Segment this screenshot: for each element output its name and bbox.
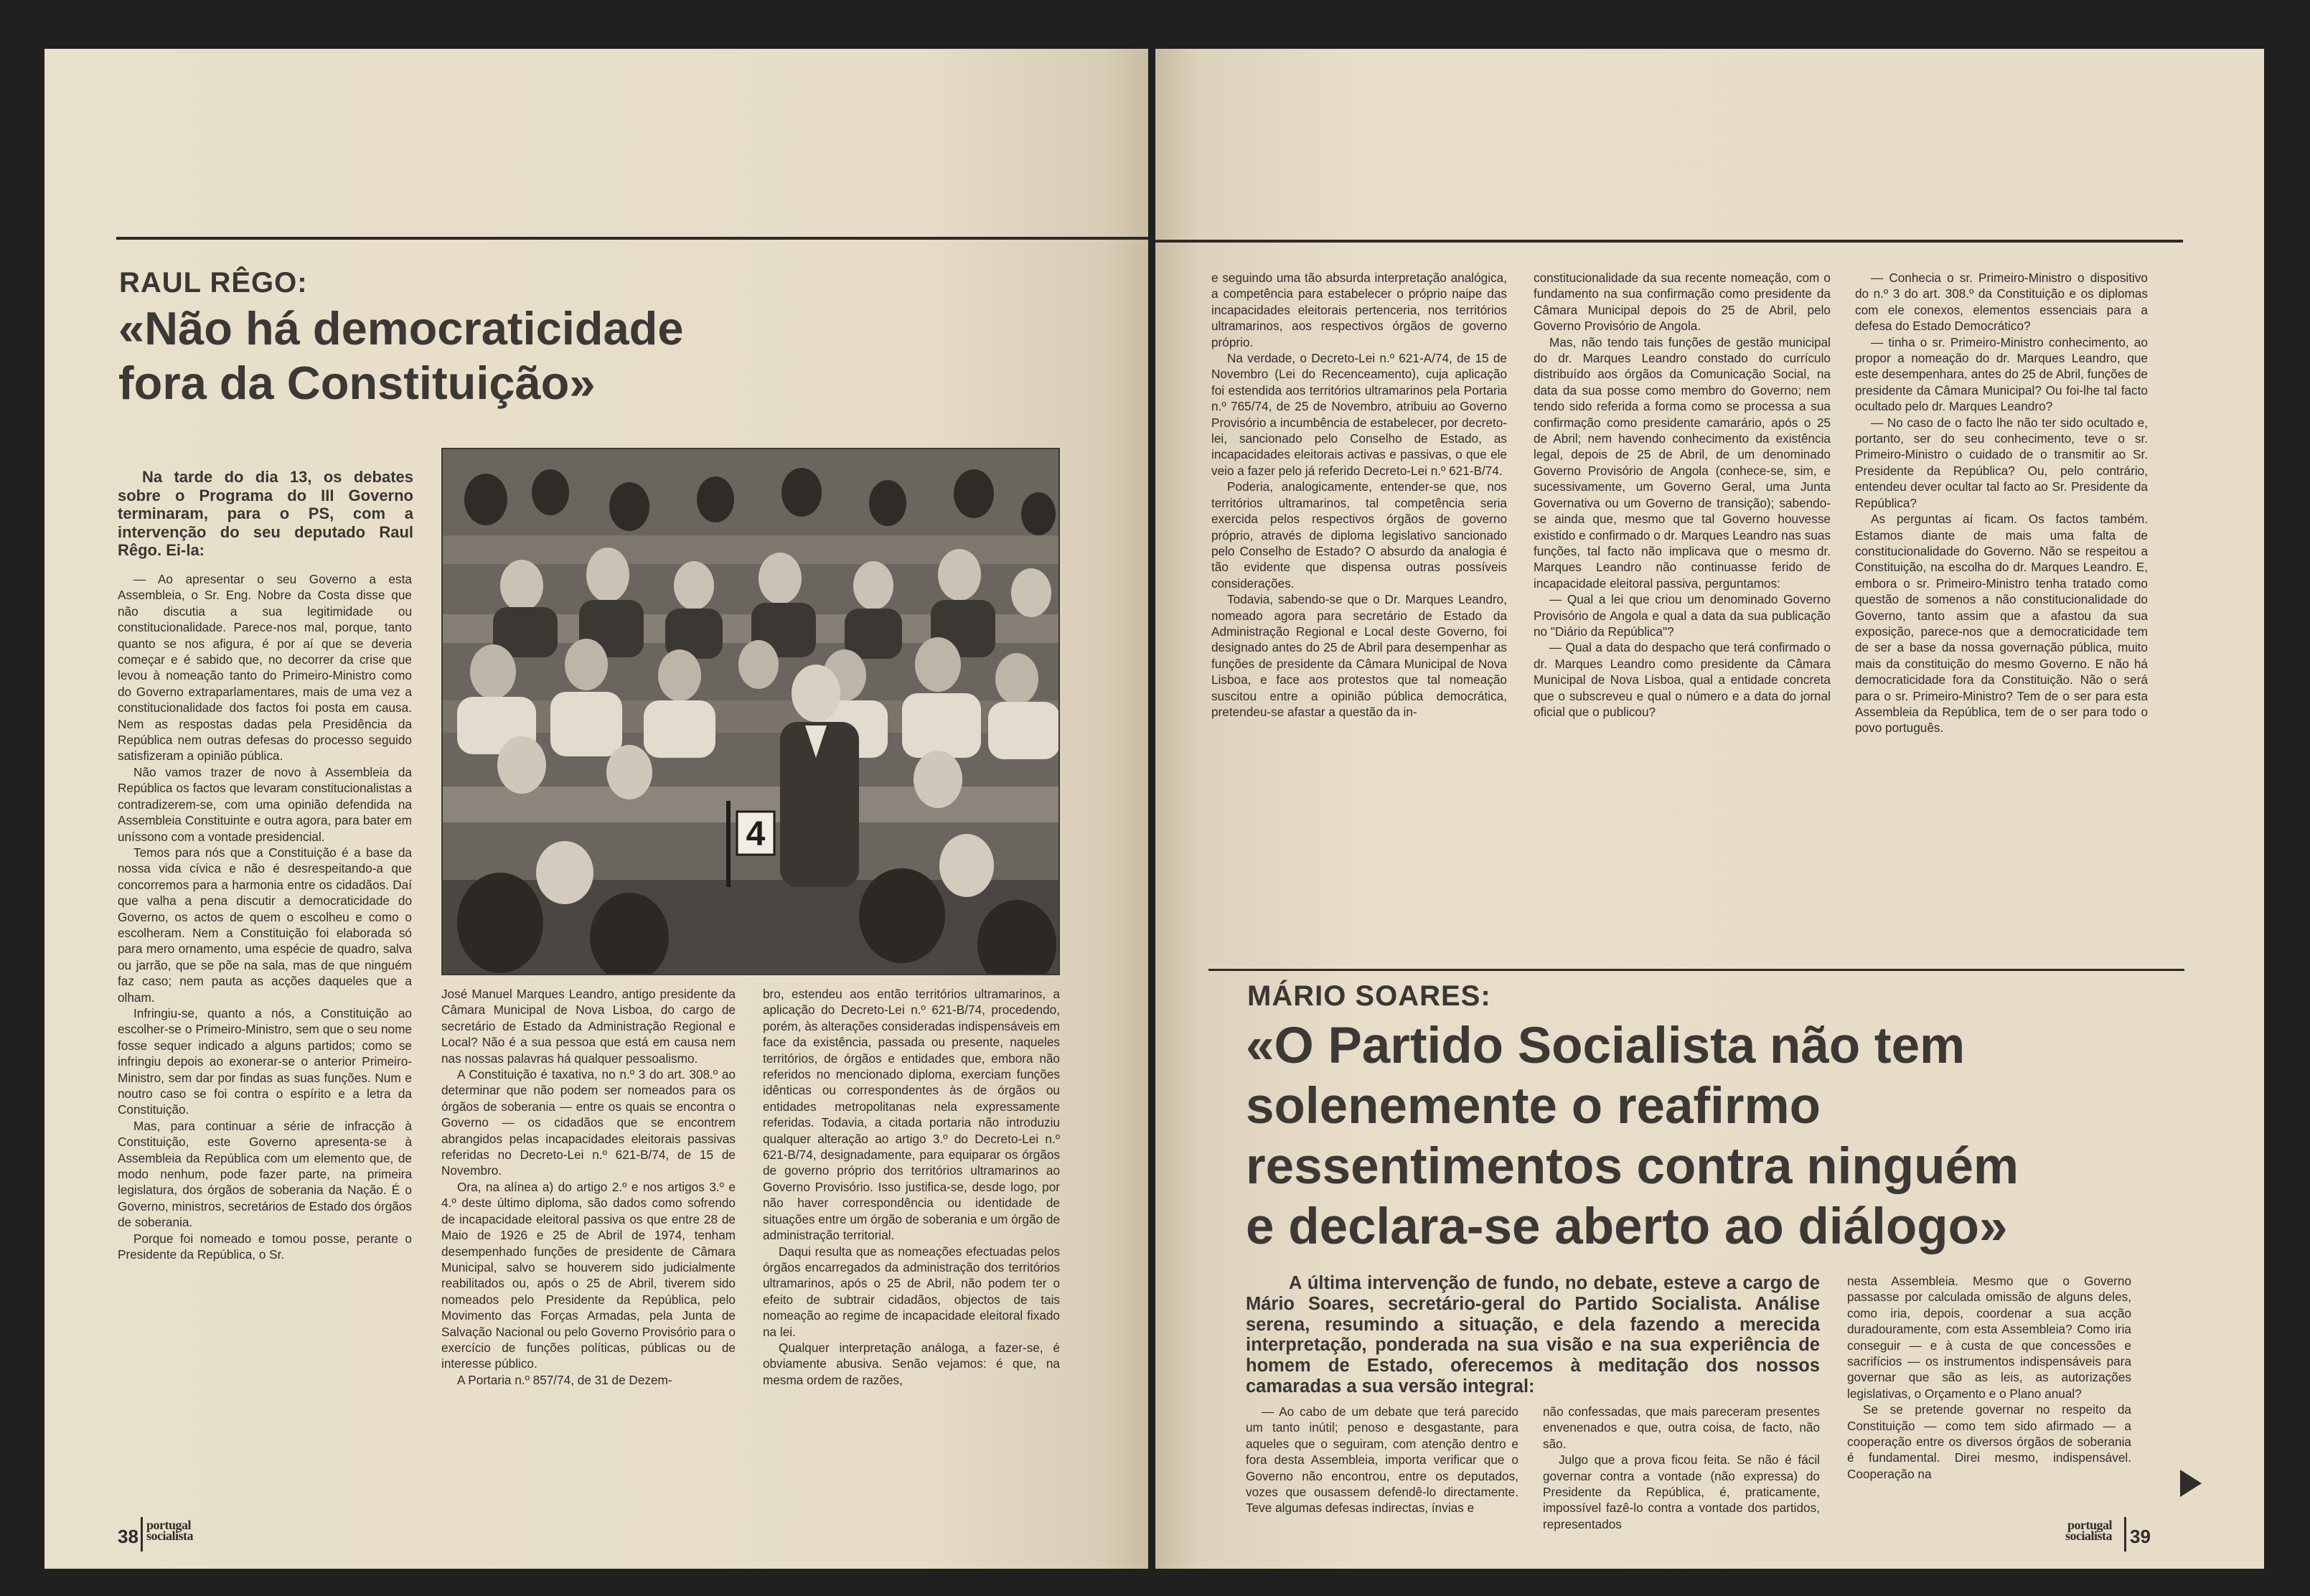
paragraph: José Manuel Marques Leandro, antigo presidente da Câmara Municipal de Nova Lisboa, do cargo de secretário de Estado da Administração Regional e Local? Não é a sua pessoa que está em causa nem nas nossas palavras há qualquer pessoalismo. xyxy=(441,987,736,1066)
paragraph: — Qual a lei que criou um denominado Governo Provisório de Angola e qual a data da sua publicação no "Diário da República"? xyxy=(1534,592,1831,639)
paragraph: Temos para nós que a Constituição é a base da nossa vida cívica e não é desrespeitando-a que concorremos para a harmonia entre os cidadãos. Daí que valha a pena discutir a democraticidade do Governo, os actos de quem o escolheu e como o escolheram. Nem a Constituição foi elaborada só para mero ornamento, uma espécie de quadro, salva ou jarrão, que se põe na sala, mas de que ninguém faz caso; nem pauta as acções daqueles que a olham. xyxy=(118,845,412,1005)
section-rule xyxy=(1208,969,2184,971)
article-headline xyxy=(1246,1016,2179,1257)
paragraph: Daqui resulta que as nomeações efectuadas pelos órgãos encarregados da administração dos territórios ultramarinos, após o 25 de Abril, não podem ter o efeito de subtrair cidadãos, objectos de tais nomeação ao regime de incapacidade eleitoral fixado na lei. xyxy=(763,1244,1060,1339)
intro-paragraph: Na tarde do dia 13, os debates sobre o Programa do III Governo terminaram, para o PS, com a intervenção do seu deputado Raul Rêgo. Ei-la: xyxy=(118,468,413,559)
top-rule xyxy=(1155,240,2183,243)
top-rule xyxy=(116,237,1148,240)
paragraph: — Qual a data do despacho que terá confirmado o dr. Marques Leandro como presidente da Câmara Municipal de Nova Lisboa, qual a entidade concreta que o subscreveu e qual o número e a data do jornal oficial que o publicou? xyxy=(1534,640,1831,719)
text-column-d xyxy=(1246,1404,1518,1516)
article-kicker: MÁRIO SOARES: xyxy=(1247,980,1491,1012)
paragraph: Porque foi nomeado e tomou posse, perante o Presidente da República, o Sr. xyxy=(118,1231,412,1262)
assembly-photo xyxy=(441,448,1060,975)
headline-line: «O Partido Socialista não tem xyxy=(1246,1018,1966,1074)
seat-number-sign: 4 xyxy=(746,815,766,853)
text-column-b xyxy=(1534,270,1831,720)
article-intro xyxy=(118,468,413,560)
article-kicker: RAUL RÊGO: xyxy=(119,267,308,299)
text-column-a xyxy=(1211,270,1507,720)
paragraph: — Conhecia o sr. Primeiro-Ministro o dispositivo do n.º 3 do art. 308.º da Constituição e os diplomas com ele conexos, elementos essenciais para a defesa do Estado Democrático? xyxy=(1855,271,2148,334)
logo-line: socialista xyxy=(146,1529,193,1543)
paragraph: Mas, para continuar a série de infracção à Constituição, este Governo apresenta-se à Assembleia da República com um elemento que, de modo nenhum, pode fazer parte, na primeira legislatura, dos órgãos de soberania da Nação. É o Governo, ministros, secretários de Estado dos órgãos de soberania. xyxy=(118,1118,412,1230)
paragraph: não confessadas, que mais pareceram presentes envenenados e que, outra coisa, de facto, não são. xyxy=(1543,1404,1820,1451)
headline-line: fora da Constituição» xyxy=(118,357,596,410)
text-column-f xyxy=(1847,1273,2131,1482)
paragraph: As perguntas aí ficam. Os factos também. Estamos diante de mais uma falta de constitucionalidade do Governo. Não se respeitou a Constituição, na escolha do dr. Marques Leandro. E, embora o sr. Primeiro-Ministro tenha tratado como questão de somenos a não constitucionalidade do Governo, tanto assim que a afastou da sua exposição, parece-nos que a democraticidade tem de ser a base da nossa governação pública, muito mais da constituição do mesmo Governo. E não há democraticidade fora da Constituição. Não o será para o sr. Primeiro-Ministro? Tem de o ser para esta Assembleia da República, tem de o ser para todo o povo português. xyxy=(1855,512,2148,736)
page-number: 39 xyxy=(2130,1526,2151,1547)
paragraph: e seguindo uma tão absurda interpretação analógica, a competência para estabelecer o próprio naipe das incapacidades eleitorais pertenceria, nos territórios ultramarinos, aos respectivos órgãos de governo próprio. xyxy=(1211,271,1507,349)
photo-image xyxy=(443,449,1060,975)
paragraph: A Portaria n.º 857/74, de 31 de Dezem- xyxy=(457,1372,672,1387)
page-number: 38 xyxy=(118,1526,138,1547)
intro-paragraph: A última intervenção de fundo, no debate, esteve a cargo de Mário Soares, secretário-geral do Partido Socialista. Análise serena, resumindo a situação, e dela fazendo a merecida interpretação, ponderada na sua visão e na sua experiência de homem de Estado, oferecemos à meditação dos nossos camaradas a sua versão integral: xyxy=(1246,1273,1820,1396)
paragraph: Poderia, analogicamente, entender-se que, nos territórios ultramarinos, tal competência seria exercida pelos respectivos órgãos de governo próprio, através de diploma legislativo sancionado pelo Conselho de Estado? O absurdo da analogia é tão evidente que dispensa outras possíveis considerações. xyxy=(1211,479,1507,591)
article-intro xyxy=(1246,1273,1820,1397)
paragraph: Mas, não tendo tais funções de gestão municipal do dr. Marques Leandro constado do currículo distribuído aos órgãos da Comunicação Social, na data da sua posse como membro do Governo; nem tendo sido referida a forma como se processa a sua confirmação como presidente camarário, após o 25 de Abril; nem havendo conhecimento da existência legal, depois de 25 de Abril, de um denominado Governo Provisório de Angola (conhece-se, sim, e sucessivamente, um Governo Geral, uma Junta Governativa ou um Governo de transição); sabendo-se ainda que, mesmo que tal Governo houvesse existido e confirmado o dr. Marques Leandro nas suas funções, tal facto não implicava que o mesmo dr. Marques Leandro não continuasse ferido de incapacidade eleitoral passiva, perguntamos: xyxy=(1534,334,1831,591)
logo-line: portugal xyxy=(146,1518,192,1532)
paragraph: bro, estendeu aos então territórios ultramarinos, a aplicação do Decreto-Lei n.º 621-B/74, procedendo, porém, às alterações consideradas indispensáveis em face da existência, passada ou presente, naqueles territórios, de órgãos e entidades que, embora não referidos no mencionado diploma, exerciam funções idênticas ou correspondentes às de órgãos ou entidades metropolitanas nela expressamente referidas. Todavia, a citada portaria não introduziu qualquer alteração ao artigo 3.º do Decreto-Lei n.º 621-B/74, designadamente, para equiparar os órgãos de governo próprio dos territórios ultramarinos ao Governo Provisório. Isso justifica-se, desde logo, por não haver correspondência ou identidade de situações entre um órgão de soberania e um órgão de administração territorial. xyxy=(763,987,1060,1243)
logo-line: portugal xyxy=(2067,1518,2112,1532)
paragraph: Qualquer interpretação análoga, a fazer-se, é obviamente abusiva. Senão vejamos: é que, na mesma ordem de razões, xyxy=(763,1340,1060,1387)
paragraph: — Ao apresentar o seu Governo a esta Assembleia, o Sr. Eng. Nobre da Costa disse que não discutia a sua legitimidade ou constitucionalidade. Parece-nos mal, porque, tanto quanto se nos afigura, é por aí que se deveria começar e é sabido que, no decorrer da crise que levou à nomeação tanto do Primeiro-Ministro como do Governo extraparlamentares, mais de uma vez a constitucionalidade dos factos foi posta em causa. Nem as respostas dadas pela Presidência da República nem outras defesas do processo seguido satisfizeram a opinião pública. xyxy=(118,572,412,764)
headline-line: solenemente o reafirmo xyxy=(1246,1078,1821,1135)
left-page xyxy=(44,49,1148,1569)
headline-line: e declara-se aberto ao diálogo» xyxy=(1246,1198,2008,1255)
text-column-3 xyxy=(763,986,1060,1388)
paragraph: nesta Assembleia. Mesmo que o Governo passasse por calculada omissão de alguns deles, como iria, depois, coordenar a sua acção duradouramente, com esta Assembleia? Como iria conseguir — e à custa de que concessões e sacrifícios — os instrumentos indispensáveis para governar que são as leis, as autorizações legislativas, o Orçamento e o Plano anual? xyxy=(1847,1274,2131,1401)
article-headline xyxy=(118,301,980,410)
paragraph: Infringiu-se, quanto a nós, a Constituição ao escolher-se o Primeiro-Ministro, sem que o seu nome fosse sequer indicado a alguns partidos; como se infringiu depois ao exonerar-se o anterior Primeiro-Ministro, sem dar por findas as suas funções. Num e noutro caso se foi contra o espírito e a letra da Constituição. xyxy=(118,1005,412,1117)
paragraph: — No caso de o facto lhe não ter sido ocultado e, portanto, ser do seu conhecimento, teve o sr. Primeiro-Ministro o cuidado de o transmitir ao Sr. Presidente da República? Ou, pelo contrário, entendeu dever ocultar tal facto ao Sr. Presidente da República? xyxy=(1855,415,2148,510)
text-column-2 xyxy=(441,986,736,1388)
publication-logo xyxy=(146,1520,193,1541)
text-column-e xyxy=(1543,1404,1820,1532)
folio-divider xyxy=(141,1517,143,1552)
paragraph: constitucionalidade da sua recente nomeação, com o fundamento na sua confirmação como presidente da Câmara Municipal depois do 25 de Abril, pelo Governo Provisório de Angola. xyxy=(1534,271,1831,334)
paragraph: Na verdade, o Decreto-Lei n.º 621-A/74, de 15 de Novembro (Lei do Recenceamento), cuja aplicação foi estendida aos territórios ultramarinos pela Portaria n.º 765/74, de 25 de Novembro, atribuiu ao Governo Provisório a incumbência de estabelecer, por decreto-lei, sancionado pelo Conselho de Estado, as incapacidades eleitorais activas e passivas, o que ele veio a fazer pelo já referido Decreto-Lei n.º 621-B/74. xyxy=(1211,351,1507,478)
paragraph: — Ao cabo de um debate que terá parecido um tanto inútil; penoso e desgastante, para aqueles que o seguiram, com atenção dentro e fora desta Assembleia, importa verificar que o Governo não encontrou, entre os deputados, vozes que ousassem defendê-lo directamente. Teve algumas defesas indirectas, ínvias e xyxy=(1246,1404,1518,1516)
logo-line: socialista xyxy=(2065,1529,2112,1543)
paragraph: Todavia, sabendo-se que o Dr. Marques Leandro, nomeado agora para secretário de Estado da Administração Regional e Local deste Governo, foi designado antes do 25 de Abril para desempenhar as funções de presidente da Câmara Municipal de Nova Lisboa, e face aos protestos que tal nomeação suscitou entre a opinião pública democrática, pretendeu-se afastar a questão da in- xyxy=(1211,592,1507,719)
paragraph: Não vamos trazer de novo à Assembleia da República os factos que levaram constitucionalistas a contradizerem-se, com uma opinião defendida na Assembleia Constituinte e outra agora, para bater em uníssono com a vontade presidencial. xyxy=(118,764,412,844)
headline-line: «Não há democraticidade xyxy=(118,302,684,355)
paragraph: — tinha o sr. Primeiro-Ministro conhecimento, ao propor a nomeação do dr. Marques Leandro, que este desempenhara, antes do 25 de Abril, funções de presidente da Câmara Municipal? Ou foi-lhe tal facto ocultado pelo dr. Marques Leandro? xyxy=(1855,334,2148,414)
headline-line: ressentimentos contra ninguém xyxy=(1246,1138,2019,1195)
paragraph: Ora, na alínea a) do artigo 2.º e nos artigos 3.º e 4.º deste último diploma, são dados como sofrendo de incapacidade eleitoral passiva os que entre 28 de Maio de 1926 e 25 de Abril de 1974, tenham desempenhado funções de presidente de Câmara Municipal, salvo se houverem sido judicialmente reabilitados ou, após o 25 de Abril, tiverem sido nomeados pelo Presidente da República, pelo Movimento das Forças Armadas, pela Junta de Salvação Nacional ou pelo Governo Provisório para o exercício de funções políticas, públicas ou de interesse público. xyxy=(441,1179,736,1371)
text-column-1 xyxy=(118,571,412,1262)
paragraph: A Constituição é taxativa, no n.º 3 do art. 308.º ao determinar que não podem ser nomeados para os órgãos de soberania — entre os quais se encontra o Governo — os cidadãos que se encontrem abrangidos pelas incapacidades eleitorais passivas referidas no Decreto-Lei n.º 621-B/74, de 15 de Novembro. xyxy=(441,1067,736,1178)
paragraph: Julgo que a prova ficou feita. Se não é fácil governar contra a vontade (não expressa) do Presidente da República, é, praticamente, impossível fazê-lo contra a vontade dos partidos, representados xyxy=(1543,1452,1820,1531)
publication-logo xyxy=(2065,1520,2112,1541)
text-column-c xyxy=(1855,270,2148,736)
continue-arrow-icon xyxy=(2180,1470,2202,1497)
paragraph: Se se pretende governar no respeito da Constituição — como tem sido afirmado — a cooperação entre os diversos órgãos de soberania é fundamental. Direi mesmo, indispensável. Cooperação na xyxy=(1847,1402,2131,1481)
right-page xyxy=(1155,49,2264,1569)
folio-divider xyxy=(2124,1517,2126,1552)
